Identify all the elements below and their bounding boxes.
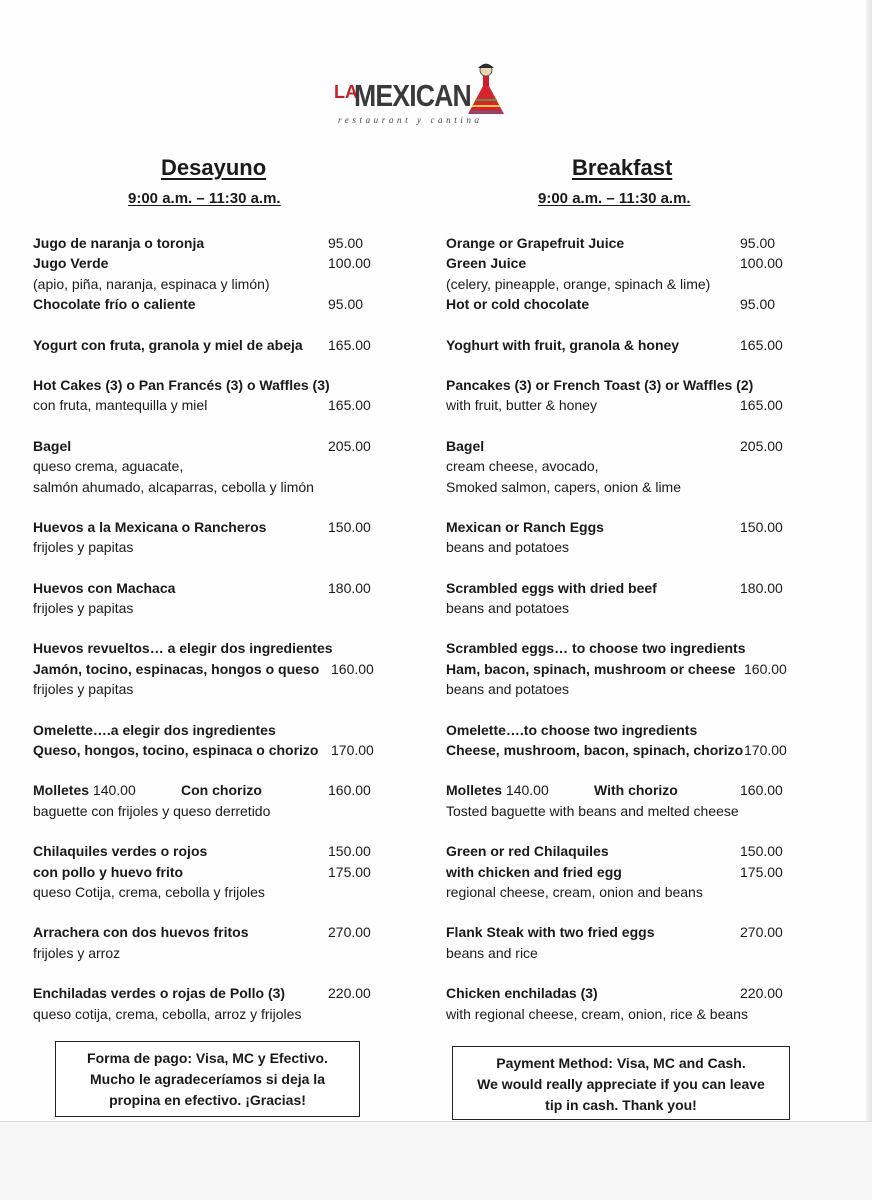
notice-line: Mucho le agradeceríamos si deja la [90,1071,325,1087]
item-price: 205.00 [740,437,783,454]
section-hours: 9:00 a.m. – 11:30 a.m. [538,190,691,207]
menu-line [33,375,378,395]
item-name: Molletes [446,782,503,799]
item-description: frijoles y arroz [33,944,121,961]
item-description: beans and potatoes [446,539,569,556]
menu-line [446,882,806,902]
item-description: frijoles y papitas [33,539,134,556]
menu-line [33,537,378,557]
item-inline-price: 140.00 [89,782,136,799]
item-name: Huevos a la Mexicana o Rancheros [33,518,267,535]
menu-line [33,335,378,355]
restaurant-logo [334,62,510,130]
menu-line [33,253,378,273]
logo-brand: MEXICAN [354,78,471,113]
item-price: 270.00 [740,924,783,941]
item-name: Scrambled eggs with dried beef [446,579,657,596]
menu-item [446,517,806,558]
item-description: with regional cheese, cream, onion, rice & beans [446,1005,748,1022]
item-description: Tosted baguette with beans and melted cheese [446,802,739,819]
item-description: salmón ahumado, alcaparras, cebolla y limón [33,478,314,495]
item-name: Bagel [446,437,485,454]
item-price: 220.00 [328,985,371,1002]
item-name: Queso, hongos, tocino, espinaca o chorizo [33,742,319,759]
scan-edge [866,0,872,1200]
item-name: Hot Cakes (3) o Pan Francés (3) o Waffles (3) [33,376,330,393]
item-description: (celery, pineapple, orange, spinach & lime) [446,275,711,292]
menu-item [446,841,806,902]
item-description: queso crema, aguacate, [33,458,184,475]
menu-line [446,335,806,355]
item-price: 175.00 [328,863,371,880]
notice-line: Payment Method: Visa, MC and Cash. [496,1055,746,1071]
item-price: 150.00 [740,518,783,535]
item-name: Omelette….to choose two ingredients [446,721,698,738]
item-price: 170.00 [744,742,787,759]
item-inline-price: 140.00 [502,782,549,799]
item-price: 150.00 [740,843,783,860]
item-price: 165.00 [740,336,783,353]
payment-notice [55,1041,360,1117]
item-price: 150.00 [328,843,371,860]
menu-line [446,801,806,821]
menu-line [446,294,806,314]
menu-line [33,274,378,294]
menu-line [446,598,806,618]
menu-line [33,801,378,821]
item-price: 165.00 [740,397,783,414]
menu-line [446,477,806,497]
notice-line: tip in cash. Thank you! [545,1097,697,1113]
item-description: baguette con frijoles y queso derretido [33,802,271,819]
menu-line [446,740,806,760]
menu-item [33,720,378,761]
item-price: 95.00 [328,296,364,313]
menu-line [33,740,378,760]
menu-line [446,638,806,658]
item-description: with fruit, butter & honey [446,397,597,414]
menu-line [33,780,378,800]
menu-item [446,983,806,1024]
menu-line [446,720,806,740]
item-name: Green Juice [446,255,527,272]
menu-item [33,517,378,558]
item-description: queso Cotija, crema, cebolla y frijoles [33,883,265,900]
item-name: Huevos con Machaca [33,579,176,596]
menu-line [33,882,378,902]
item-name: Arrachera con dos huevos fritos [33,924,249,941]
menu-line [446,537,806,557]
menu-line [446,922,806,942]
menu-line [33,943,378,963]
notice-line: Forma de pago: Visa, MC y Efectivo. [87,1050,328,1066]
item-name: Yogurt con fruta, granola y miel de abeja [33,336,303,353]
item-name: Hot or cold chocolate [446,296,590,313]
menu-item [446,720,806,761]
section-title: Desayuno [161,155,267,180]
item-name: Jugo Verde [33,255,109,272]
menu-line [446,679,806,699]
menu-line [33,638,378,658]
item-name: Yoghurt with fruit, granola & honey [446,336,680,353]
payment-notice [452,1046,790,1120]
menu-line [446,983,806,1003]
item-price: 95.00 [740,296,776,313]
item-price: 100.00 [740,255,783,272]
menu-item [446,922,806,963]
item-price: 220.00 [740,985,783,1002]
item-price: 175.00 [740,863,783,880]
item-price: 150.00 [328,518,371,535]
notice-line: We would really appreciate if you can leave [477,1076,765,1092]
item-price: 180.00 [328,579,371,596]
menu-line [33,477,378,497]
menu-items [446,233,806,1044]
menu-line [446,841,806,861]
item-name: Flank Steak with two fried eggs [446,924,655,941]
menu-line [33,436,378,456]
item-description: beans and potatoes [446,600,569,617]
menu-line [33,294,378,314]
item-price: 160.00 [328,782,371,799]
item-name: Pancakes (3) or French Toast (3) or Waffles (2) [446,376,754,393]
item-description: frijoles y papitas [33,681,134,698]
item-name: Chocolate frío o caliente [33,296,196,313]
menu-line [33,456,378,476]
item-name: con pollo y huevo frito [33,863,184,880]
menu-line [33,862,378,882]
menu-item [33,983,378,1024]
menu-line [33,395,378,415]
menu-line [33,659,378,679]
menu-item [33,375,378,416]
menu-item [446,780,806,821]
item-name: Huevos revueltos… a elegir dos ingredientes [33,640,333,657]
item-description: con fruta, mantequilla y miel [33,397,208,414]
scan-margin [0,1121,872,1200]
item-name: Jugo de naranja o toronja [33,235,205,251]
menu-line [446,274,806,294]
menu-line [33,679,378,699]
item-description: cream cheese, avocado, [446,458,599,475]
menu-line [446,1004,806,1024]
menu-line [446,943,806,963]
menu-item [33,233,378,315]
item-name: Scrambled eggs… to choose two ingredients [446,640,746,657]
item-name: Enchiladas verdes o rojas de Pollo (3) [33,985,286,1002]
item-price: 170.00 [331,742,374,759]
item-price: 165.00 [328,336,371,353]
item-price: 165.00 [328,397,371,414]
item-name: Green or red Chilaquiles [446,843,609,860]
menu-item [446,233,806,315]
menu-item [446,638,806,699]
item-price: 180.00 [740,579,783,596]
menu-line [446,253,806,273]
item-name: Orange or Grapefruit Juice [446,235,625,251]
item-price: 160.00 [744,660,787,677]
logo-tagline: restaurant y cantina [338,115,483,125]
menu-line [446,659,806,679]
item-name: Mexican or Ranch Eggs [446,518,604,535]
item-name: Omelette….a elegir dos ingredientes [33,721,276,738]
menu-line [446,517,806,537]
item-price: 160.00 [331,660,374,677]
menu-items [33,233,378,1044]
item-name: Molletes [33,782,90,799]
notice-line: propina en efectivo. ¡Gracias! [109,1092,306,1108]
item-name: Ham, bacon, spinach, mushroom or cheese [446,660,736,677]
item-description: regional cheese, cream, onion and beans [446,883,703,900]
menu-item [446,578,806,619]
menu-line [446,375,806,395]
menu-line [446,862,806,882]
menu-item [33,578,378,619]
item-description: frijoles y papitas [33,600,134,617]
menu-item [446,335,806,355]
menu-line [446,456,806,476]
item-price: 95.00 [328,235,364,251]
menu-line [446,233,806,253]
item-description: beans and rice [446,944,538,961]
item-price: 95.00 [740,235,776,251]
menu-line [446,436,806,456]
menu-item [33,436,378,497]
item-price: 100.00 [328,255,371,272]
section-title: Breakfast [572,155,673,180]
menu-line [446,395,806,415]
item-name: Chicken enchiladas (3) [446,985,598,1002]
item-name: Cheese, mushroom, bacon, spinach, chorizo [446,742,744,759]
catrina-dress-icon [464,62,506,118]
item-variant: Con chorizo [181,782,262,799]
menu-line [33,517,378,537]
menu-line [446,780,806,800]
item-description: Smoked salmon, capers, onion & lime [446,478,681,495]
menu-line [33,1004,378,1024]
item-variant: With chorizo [594,782,678,799]
item-name: Bagel [33,437,72,454]
section-hours: 9:00 a.m. – 11:30 a.m. [128,190,281,207]
menu-line [33,578,378,598]
menu-item [33,638,378,699]
menu-line [446,578,806,598]
item-price: 205.00 [328,437,371,454]
item-name: with chicken and fried egg [446,863,622,880]
item-description: beans and potatoes [446,681,569,698]
menu-line [33,922,378,942]
menu-item [33,922,378,963]
menu-line [33,720,378,740]
menu-line [33,598,378,618]
menu-line [33,841,378,861]
menu-line [33,983,378,1003]
menu-item [446,436,806,497]
menu-item [33,841,378,902]
item-description: (apio, piña, naranja, espinaca y limón) [33,275,270,292]
menu-item [33,780,378,821]
item-name: Jamón, tocino, espinacas, hongos o queso [33,660,320,677]
menu-item [446,375,806,416]
menu-line [33,233,378,253]
logo-la: LA [334,82,358,102]
item-price: 270.00 [328,924,371,941]
item-price: 160.00 [740,782,783,799]
item-description: queso cotija, crema, cebolla, arroz y frijoles [33,1005,302,1022]
menu-item [33,335,378,355]
item-name: Chilaquiles verdes o rojos [33,843,208,860]
